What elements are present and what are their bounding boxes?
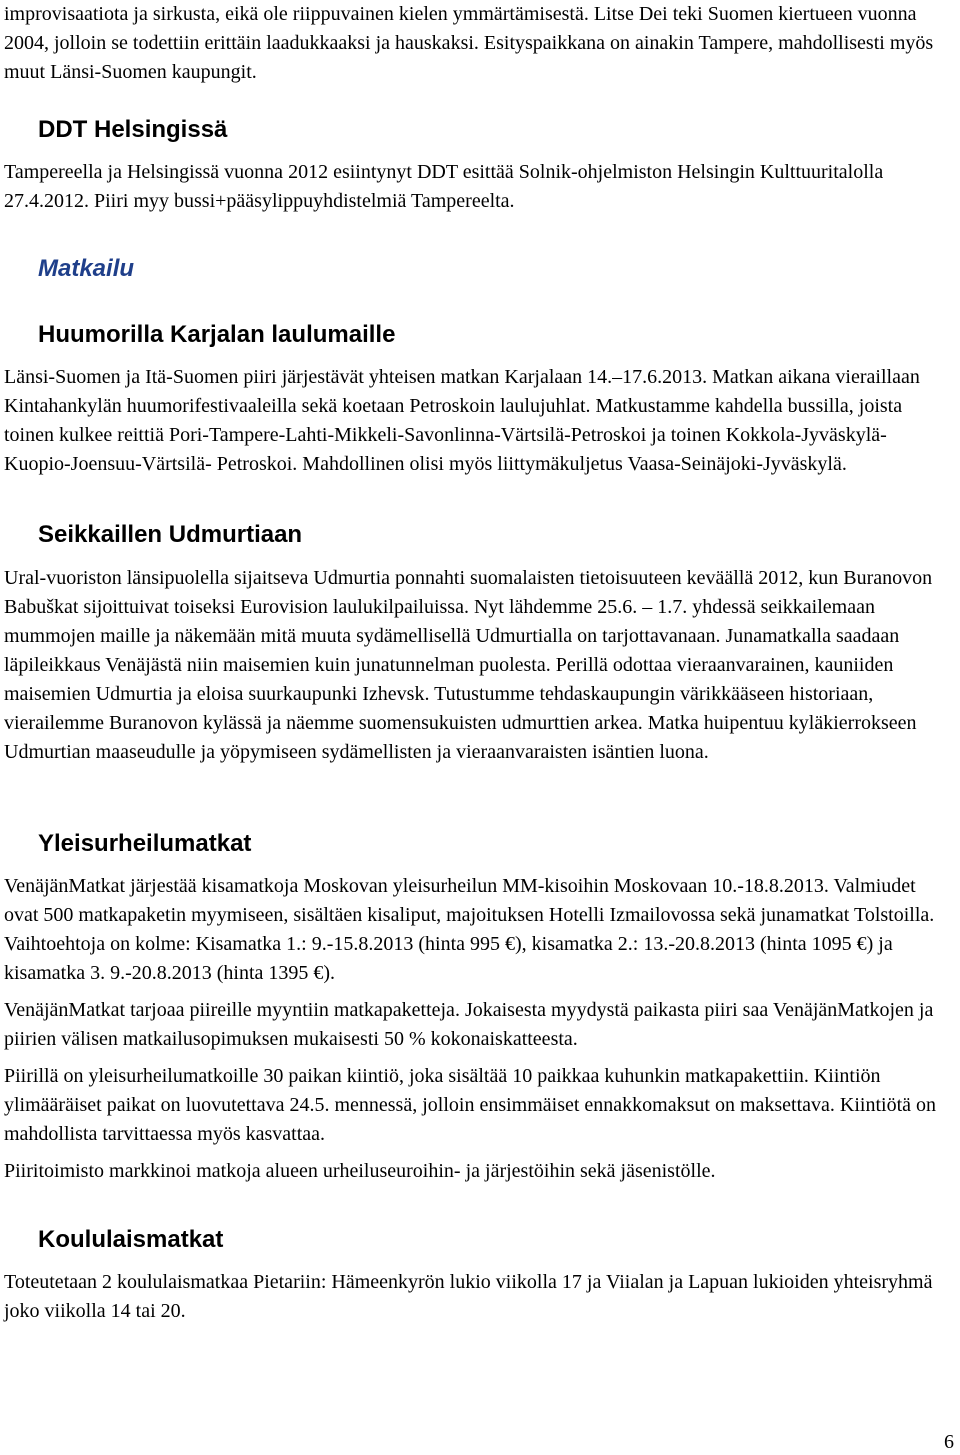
koulu-paragraph: Toteutetaan 2 koululaismatkaa Pietariin: Hämeenkyrön lukio viikolla 17 ja Viialan ja Lapuan lukioiden yhteisryhmä joko viikolla 14 tai 20. bbox=[4, 1271, 933, 1322]
ddt-heading: DDT Helsingissä bbox=[38, 116, 228, 143]
ddt-paragraph: Tampereella ja Helsingissä vuonna 2012 esiintynyt DDT esittää Solnik-ohjelmiston Helsingin Kulttuuritalolla 27.4.2012. Piiri myy bussi+pääsylippuyhdistelmiä Tampereelta. bbox=[4, 161, 884, 212]
yleisurheilu-paragraph-4: Piiritoimisto markkinoi matkoja alueen urheiluseuroihin- ja järjestöihin sekä jäsenistölle. bbox=[4, 1160, 716, 1182]
document-page bbox=[4, 0, 952, 1326]
karjala-heading: Huumorilla Karjalan laulumaille bbox=[38, 321, 396, 348]
yleisurheilu-paragraph-2: VenäjänMatkat tarjoaa piireille myyntiin matkapaketteja. Jokaisesta myydystä paikasta piiri saa VenäjänMatkojen ja piirien välisen matkailusopimuksen mukaisesti 50 % kokonaiskatteesta. bbox=[4, 999, 934, 1050]
koulu-heading: Koululaismatkat bbox=[38, 1226, 224, 1253]
udmurtia-heading: Seikkaillen Udmurtiaan bbox=[38, 521, 303, 548]
section-title-matkailu: Matkailu bbox=[38, 255, 135, 282]
yleisurheilu-paragraph-1: VenäjänMatkat järjestää kisamatkoja Moskovan yleisurheilun MM-kisoihin Moskovaan 10.-18.8.2013. Valmiudet ovat 500 matkapaketin myymiseen, sisältäen kisaliput, majoituksen Hotelli Izmailovossa sekä junamatkat Tolstoilla. Vaihtoehtoja on kolme: Kisamatka 1.: 9.-15.8.2013 (hinta 995 €), kisamatka 2.: 13.-20.8.2013 (hinta 1095 €) ja kisamatka 3. 9.-20.8.2013 (hinta 1395 €). bbox=[4, 875, 935, 984]
karjala-paragraph: Länsi-Suomen ja Itä-Suomen piiri järjestävät yhteisen matkan Karjalaan 14.–17.6.2013. Matkan aikana vieraillaan Kintahankylän huumorifestivaaleilla sekä koetaan Petroskoin laulujuhlat. Matkustamme kahdella bussilla, joista toinen kulkee reittiä Pori-Tampere-Lahti-Mikkeli-Savonlinna-Värtsilä-Petroskoi ja toinen Kokkola-Jyväskylä-Kuopio-Joensuu-Värtsilä- Petroskoi. Mahdollinen olisi myös liittymäkuljetus Vaasa-Seinäjoki-Jyväskylä. bbox=[4, 366, 920, 475]
page-number: 6 bbox=[944, 1431, 954, 1453]
yleisurheilu-paragraph-3: Piirillä on yleisurheilumatkoille 30 paikan kiintiö, joka sisältää 10 paikkaa kuhunkin matkapakettiin. Kiintiön ylimääräiset paikat on luovutettava 24.5. mennessä, jolloin ensimmäiset ennakkomaksut on maksettava. Kiintiötä on mahdollista tarvittaessa myös kasvattaa. bbox=[4, 1065, 937, 1145]
yleisurheilu-heading: Yleisurheilumatkat bbox=[38, 830, 252, 857]
intro-paragraph: improvisaatiota ja sirkusta, eikä ole riippuvainen kielen ymmärtämisestä. Litse Dei teki Suomen kiertueen vuonna 2004, jolloin se todettiin erittäin laadukkaaksi ja hauskaksi. Esityspaikkana on ainakin Tampere, mahdollisesti myös muut Länsi-Suomen kaupungit. bbox=[4, 3, 934, 83]
udmurtia-paragraph: Ural-vuoriston länsipuolella sijaitseva Udmurtia ponnahti suomalaisten tietoisuuteen keväällä 2012, kun Buranovon Babuškat sijoittuivat toiseksi Eurovision laulukilpailuissa. Nyt lähdemme 25.6. – 1.7. yhdessä seikkailemaan mummojen maille ja näkemään mitä muuta sydämellisellä Udmurtialla on tarjottavanaan. Junamatkalla saadaan läpileikkaus Venäjästä niin maisemien kuin junatunnelman puolesta. Perillä odottaa vieraanvarainen, kauniiden maisemien Udmurtia ja eloisa suurkaupunki Izhevsk. Tutustumme tehdaskaupungin värikkääseen historiaan, vierailemme Buranovon kylässä ja näemme suomensukuisten udmurttien arkea. Matka huipentuu kyläkierrokseen Udmurtian maaseudulle ja yöpymiseen sydämellisten ja vieraanvaraisten isäntien luona. bbox=[4, 567, 933, 763]
